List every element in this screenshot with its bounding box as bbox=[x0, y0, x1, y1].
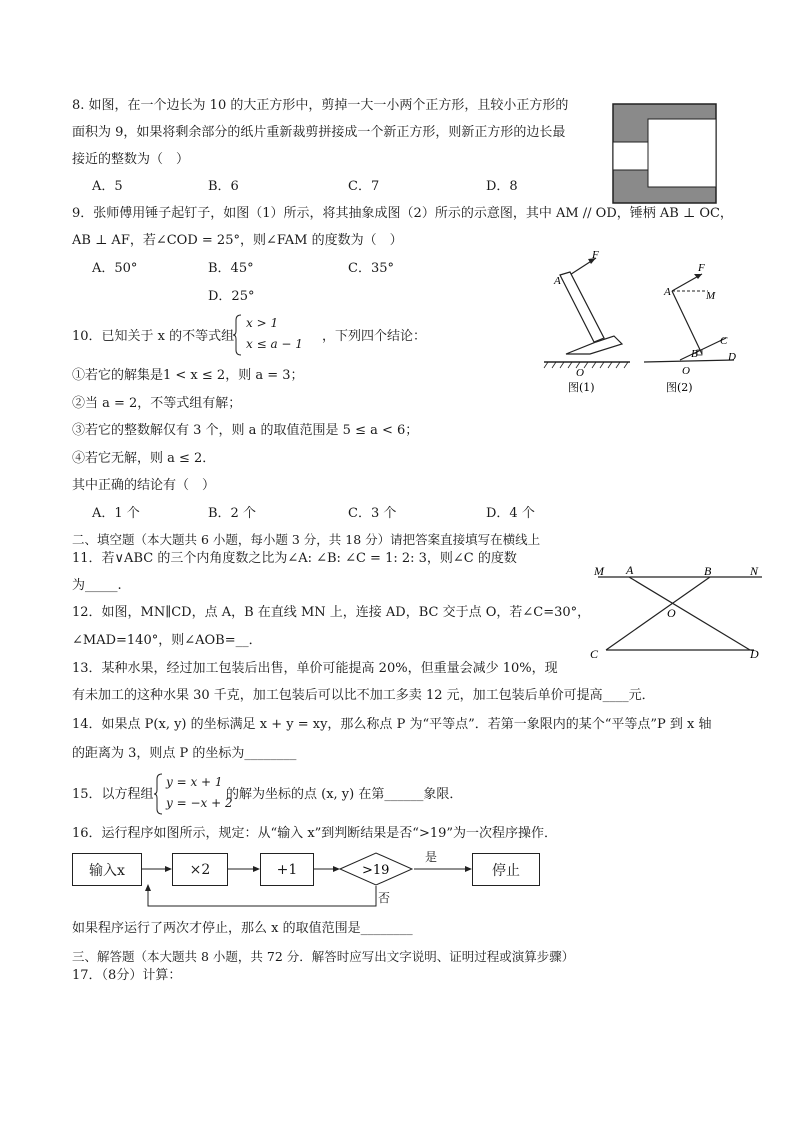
q10-question: 其中正确的结论有（ ） bbox=[72, 478, 216, 493]
q10-option-b: B．2 个 bbox=[208, 506, 256, 521]
q9-fig1-caption: 图(1) bbox=[568, 381, 595, 394]
q8-line3: 接近的整数为（ ） bbox=[72, 152, 190, 167]
q9-option-a: A．50° bbox=[92, 261, 138, 276]
q8-line1: 8. 如图，在一个边长为 10 的大正方形中，剪掉一大一小两个正方形，且较小正方形的 bbox=[72, 98, 569, 113]
q10-conclusion-4: ④若它无解，则 a ≤ 2． bbox=[72, 451, 216, 466]
flow-no-label: 否 bbox=[378, 891, 391, 905]
q8-line2: 面积为 9，如果将剩余部分的纸片重新裁剪拼接成一个新正方形，则新正方形的边长最 bbox=[72, 125, 566, 140]
q14-line1: 14．如果点 P(x, y) 的坐标满足 x + y = xy，那么称点 P 为“平等点”．若第一象限内的某个“平等点”P 到 x 轴 bbox=[72, 717, 712, 732]
q14-line2: 的距离为 3，则点 P 的坐标为________ bbox=[72, 746, 297, 761]
flow-yes-label: 是 bbox=[425, 850, 438, 864]
q12-label-o: O bbox=[667, 606, 676, 620]
q10-option-a: A．1 个 bbox=[92, 506, 140, 521]
q16-line2: 如果程序运行了两次才停止，那么 x 的取值范围是________ bbox=[72, 921, 413, 936]
q9-fig1-label-o: O bbox=[576, 367, 584, 379]
flow-input-box: 输入x bbox=[72, 853, 142, 886]
q9-fig2-label-f: F bbox=[698, 262, 705, 274]
q10-option-d: D．4 个 bbox=[486, 506, 535, 521]
q10-system-line2: x ≤ a − 1 bbox=[246, 337, 303, 351]
q10-system-line1: x > 1 bbox=[246, 316, 279, 330]
q15-suffix: 的解为坐标的点 (x, y) 在第______象限． bbox=[226, 787, 463, 802]
q12-label-n: N bbox=[750, 564, 759, 578]
q16-line1: 16．运行程序如图所示，规定：从“输入 x”到判断结果是否“>19”为一次程序操作． bbox=[72, 826, 558, 841]
q15-prefix: 15．以方程组 bbox=[72, 787, 154, 802]
q10-brace bbox=[233, 314, 243, 356]
q9-fig2-label-m: M bbox=[706, 290, 716, 302]
q8-square-figure bbox=[612, 103, 718, 205]
flow-judge-label: >19 bbox=[362, 863, 390, 878]
q13-line2: 有未加工的这种水果 30 千克，加工包装后可以比不加工多卖 12 元，加工包装后单价可提高____元． bbox=[72, 688, 655, 703]
q10-conclusion-2: ②当 a = 2，不等式组有解； bbox=[72, 396, 242, 411]
q13-line1: 13．某种水果，经过加工包装后出售，单价可能提高 20%，但重量会减少 10%，现 bbox=[72, 661, 558, 676]
q15-system-line2: y = −x + 2 bbox=[166, 796, 233, 810]
q10-conclusion-3: ③若它的整数解仅有 3 个，则 a 的取值范围是 5 ≤ a < 6； bbox=[72, 423, 419, 438]
q10-stem-prefix: 10．已知关于 x 的不等式组 bbox=[72, 329, 235, 344]
q12-label-a: A bbox=[626, 563, 634, 577]
q9-fig2-label-a: A bbox=[664, 286, 671, 298]
flow-times2-box: ×2 bbox=[172, 853, 228, 886]
q12-label-d: D bbox=[750, 647, 759, 661]
q8-option-a: A．5 bbox=[92, 179, 123, 194]
q12-label-c: C bbox=[590, 647, 599, 661]
q12-parallel-lines-figure bbox=[586, 562, 766, 666]
q10-option-c: C．3 个 bbox=[348, 506, 397, 521]
q12-line2: ∠MAD=140°，则∠AOB=__． bbox=[72, 633, 262, 648]
q9-fig1-label-a: A bbox=[554, 275, 561, 287]
flow-stop-box: 停止 bbox=[472, 853, 540, 886]
q9-line2: AB ⊥ AF，若∠COD = 25°，则∠FAM 的度数为（ ） bbox=[72, 233, 403, 248]
section-2-heading: 二、填空题（本大题共 6 小题，每小题 3 分，共 18 分）请把答案直接填写在横线上 bbox=[72, 532, 541, 547]
q9-line1: 9．张师傅用锤子起钉子，如图（1）所示，将其抽象成图（2）所示的示意图，其中 AM // OD，锤柄 AB ⊥ OC， bbox=[72, 206, 733, 221]
q9-fig2-label-c: C bbox=[720, 335, 728, 347]
q9-hammer-figure-1 bbox=[538, 250, 638, 395]
q10-stem-suffix: ，下列四个结论： bbox=[322, 329, 427, 344]
q9-option-b: B．45° bbox=[208, 261, 254, 276]
q9-option-c: C．35° bbox=[348, 261, 394, 276]
q9-option-d: D．25° bbox=[208, 289, 255, 304]
q9-diagram-figure-2 bbox=[640, 258, 745, 395]
q15-system-line1: y = x + 1 bbox=[166, 775, 223, 789]
q12-line1: 12．如图，MN∥CD，点 A，B 在直线 MN 上，连接 AD，BC 交于点 O，若∠C=30°， bbox=[72, 605, 591, 620]
flow-arrows bbox=[140, 860, 476, 910]
q11-line2: 为_____. bbox=[72, 578, 122, 593]
q9-fig2-label-d: D bbox=[728, 351, 736, 363]
q10-conclusion-1: ①若它的解集是1 < x ≤ 2，则 a = 3； bbox=[72, 368, 304, 383]
q9-fig2-label-b: B bbox=[691, 348, 698, 360]
q12-label-m: M bbox=[594, 564, 604, 578]
q17-heading: 17．（8分）计算： bbox=[72, 968, 182, 983]
q8-option-c: C．7 bbox=[348, 179, 380, 194]
q8-option-d: D．8 bbox=[486, 179, 518, 194]
q9-fig2-label-o: O bbox=[682, 365, 690, 377]
q12-label-b: B bbox=[704, 564, 712, 578]
section-3-heading: 三、解答题（本大题共 8 小题，共 72 分．解答时应写出文字说明、证明过程或演算步骤） bbox=[72, 949, 575, 964]
q15-brace bbox=[154, 773, 164, 815]
q9-fig2-caption: 图(2) bbox=[666, 381, 693, 394]
q11-line1: 11．若∨ABC 的三个内角度数之比为∠A: ∠B: ∠C = 1: 2: 3，则∠C 的度数 bbox=[72, 551, 517, 566]
q8-option-b: B．6 bbox=[208, 179, 239, 194]
q9-fig1-label-f: F bbox=[592, 250, 599, 261]
flow-plus1-box: +1 bbox=[260, 853, 314, 886]
